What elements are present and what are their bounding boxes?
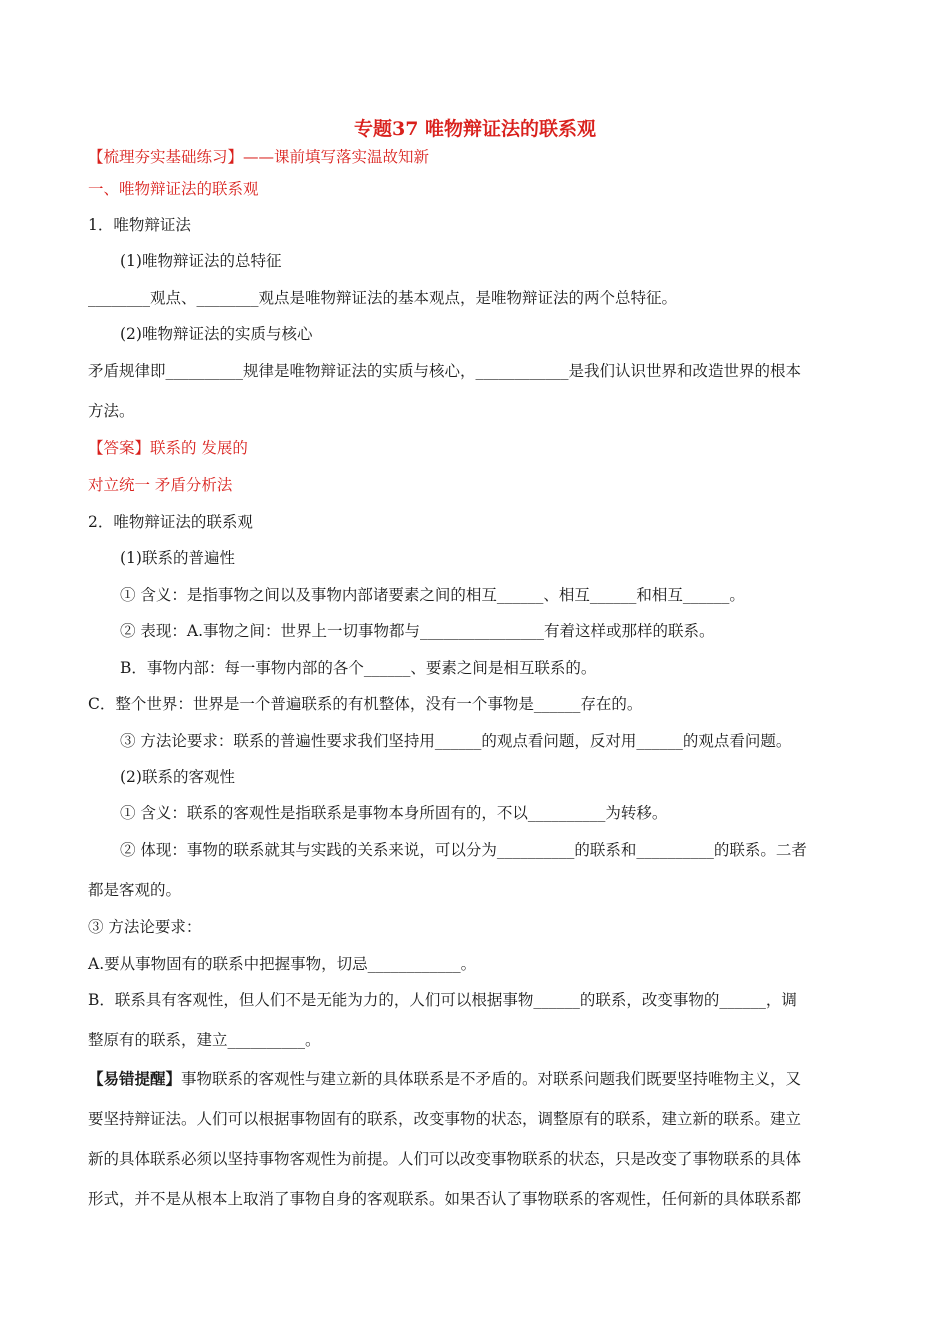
paragraph-line: ③ 方法论要求：联系的普遍性要求我们坚持用______的观点看问题，反对用______的观点看问题。 <box>120 732 792 750</box>
subheading-2-1: (1)联系的普遍性 <box>120 549 235 567</box>
tip-line-4: 形式，并不是从根本上取消了事物自身的客观联系。如果否认了事物联系的客观性，任何新的具体联系都 <box>88 1190 802 1208</box>
paragraph-line: C．整个世界：世界是一个普遍联系的有机整体，没有一个事物是______存在的。 <box>88 695 643 713</box>
subtitle: 【梳理夯实基础练习】——课前填写落实温故知新 <box>88 148 430 166</box>
page-title: 专题37 唯物辩证法的联系观 <box>353 118 597 140</box>
paragraph-line: A.要从事物固有的联系中把握事物，切忌____________。 <box>88 955 477 973</box>
paragraph-line: 矛盾规律即__________规律是唯物辩证法的实质与核心，____________是我们认识世界和改造世界的根本 <box>88 362 802 380</box>
paragraph-line: ② 体现：事物的联系就其与实践的关系来说，可以分为__________的联系和__________的联系。二者 <box>120 841 807 859</box>
tip-line-3: 新的具体联系必须以坚持事物客观性为前提。人们可以改变事物联系的状态，只是改变了事物联系的具体 <box>88 1150 802 1168</box>
heading-2: 2．唯物辩证法的联系观 <box>88 513 253 531</box>
paragraph-line: ① 含义：是指事物之间以及事物内部诸要素之间的相互______、相互______和相互______。 <box>120 586 745 604</box>
paragraph-line: ① 含义：联系的客观性是指联系是事物本身所固有的，不以__________为转移。 <box>120 804 668 822</box>
answer-line-2: 对立统一 矛盾分析法 <box>88 476 233 494</box>
section-heading-1: 一、唯物辩证法的联系观 <box>88 180 259 198</box>
subheading-2-2: (2)联系的客观性 <box>120 768 235 786</box>
paragraph-line: B．联系具有客观性，但人们不是无能为力的，人们可以根据事物______的联系，改变事物的______，调 <box>88 991 797 1009</box>
tip-text: 事物联系的客观性与建立新的具体联系是不矛盾的。对联系问题我们既要坚持唯物主义，又 <box>181 1070 802 1088</box>
paragraph-line: 方法。 <box>88 402 135 420</box>
paragraph-line: ________观点、________观点是唯物辩证法的基本观点，是唯物辩证法的两个总特征。 <box>88 289 678 307</box>
tip-line-2: 要坚持辩证法。人们可以根据事物固有的联系，改变事物的状态，调整原有的联系，建立新的联系。建立 <box>88 1110 802 1128</box>
answer-line-1: 【答案】联系的 发展的 <box>88 439 248 457</box>
paragraph-line: B．事物内部：每一事物内部的各个______、要素之间是相互联系的。 <box>120 659 597 677</box>
heading-1: 1．唯物辩证法 <box>88 216 191 234</box>
tip-line-1 <box>88 1068 801 1090</box>
paragraph-line: ② 表现：A.事物之间：世界上一切事物都与________________有着这样或那样的联系。 <box>120 622 715 640</box>
paragraph-line: 都是客观的。 <box>88 881 182 899</box>
paragraph-line: 整原有的联系，建立__________。 <box>88 1031 321 1049</box>
paragraph-line: ③ 方法论要求： <box>88 918 202 936</box>
tip-label: 【易错提醒】 <box>88 1069 182 1088</box>
subheading-1-1: (1)唯物辩证法的总特征 <box>120 252 282 270</box>
subheading-1-2: (2)唯物辩证法的实质与核心 <box>120 325 313 343</box>
